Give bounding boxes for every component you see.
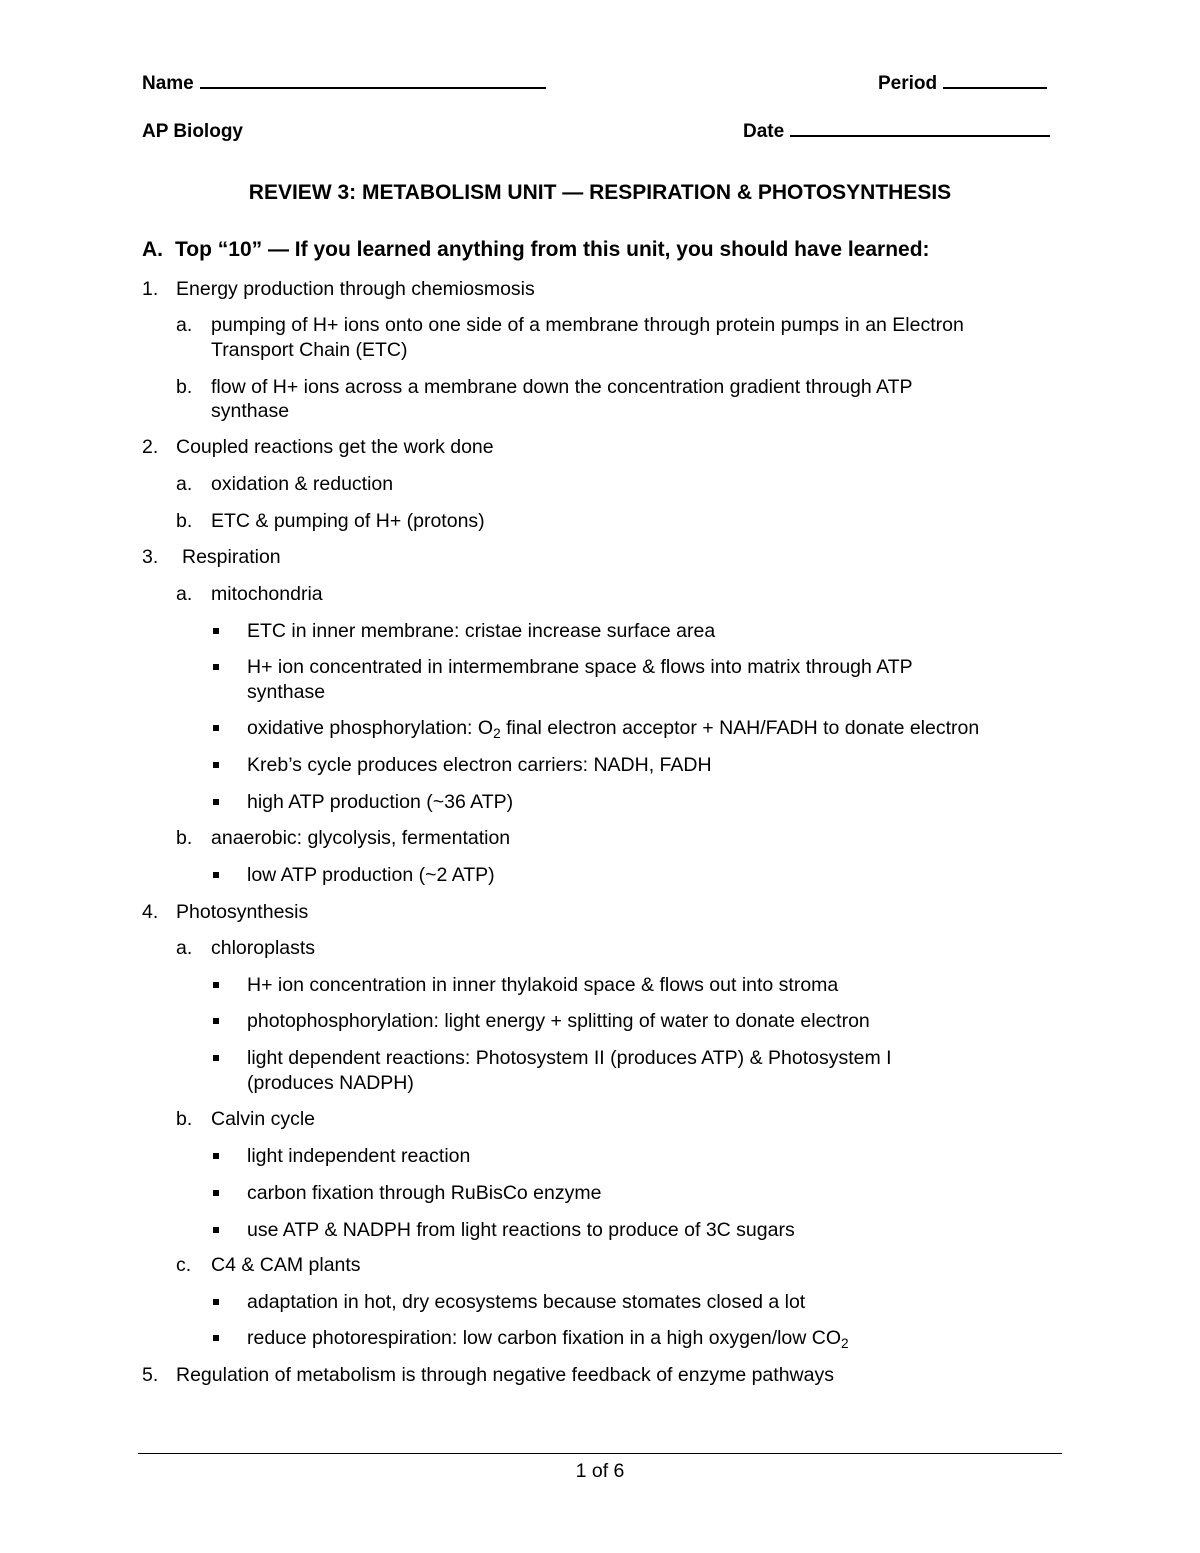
- bullet-icon: [213, 725, 219, 731]
- bullet-icon: [213, 1153, 219, 1159]
- period-label: Period: [878, 73, 938, 94]
- section-heading-text: Top “10” — If you learned anything from this unit, you should have learned:: [175, 238, 930, 261]
- bullet-text: reduce photorespiration: low carbon fixation in a high oxygen/low CO: [247, 1327, 842, 1349]
- item-number: 3.: [142, 546, 159, 568]
- bullet-icon: [213, 1335, 219, 1341]
- bullet-item: photophosphorylation: light energy + splitting of water to donate electron: [247, 1010, 870, 1032]
- bullet-icon: [213, 872, 219, 878]
- period-field[interactable]: [878, 72, 1047, 96]
- sub-item: flow of H+ ions across a membrane down the concentration gradient through ATP: [211, 376, 913, 398]
- section-letter: A.: [142, 238, 163, 261]
- sub-item: chloroplasts: [211, 937, 316, 959]
- sub-item: ETC & pumping of H+ (protons): [211, 510, 485, 532]
- date-field[interactable]: [743, 120, 1050, 144]
- sub-item: C4 & CAM plants: [211, 1254, 361, 1276]
- bullet-icon: [213, 982, 219, 988]
- sub-item: oxidation & reduction: [211, 473, 394, 495]
- sub-item-marker: a.: [176, 937, 193, 959]
- bullet-item-continuation: (produces NADPH): [247, 1072, 414, 1094]
- name-field[interactable]: [142, 72, 546, 96]
- bullet-item: carbon fixation through RuBisCo enzyme: [247, 1182, 602, 1204]
- bullet-icon: [213, 762, 219, 768]
- subscript: 2: [841, 1336, 849, 1351]
- bullet-item: H+ ion concentration in inner thylakoid space & flows out into stroma: [247, 974, 839, 996]
- bullet-icon: [213, 628, 219, 634]
- sub-item: pumping of H+ ions onto one side of a membrane through protein pumps in an Electron: [211, 314, 964, 336]
- subscript: 2: [493, 726, 501, 741]
- list-item: Photosynthesis: [176, 901, 309, 923]
- bullet-item: ETC in inner membrane: cristae increase surface area: [247, 620, 716, 642]
- sub-item: anaerobic: glycolysis, fermentation: [211, 827, 511, 849]
- sub-item-marker: a.: [176, 583, 193, 605]
- sub-item-continuation: Transport Chain (ETC): [211, 339, 408, 361]
- period-blank[interactable]: [943, 73, 1047, 89]
- bullet-item: H+ ion concentrated in intermembrane space & flows into matrix through ATP: [247, 656, 913, 678]
- bullet-icon: [213, 1018, 219, 1024]
- page-number: 1 of 6: [575, 1460, 625, 1482]
- sub-item-continuation: synthase: [211, 400, 290, 422]
- sub-item-marker: a.: [176, 314, 193, 336]
- bullet-icon: [213, 664, 219, 670]
- sub-item-marker: a.: [176, 473, 193, 495]
- bullet-icon: [213, 799, 219, 805]
- bullet-icon: [213, 1055, 219, 1061]
- item-number: 4.: [142, 901, 159, 923]
- name-label: Name: [142, 73, 194, 94]
- name-blank[interactable]: [200, 73, 546, 89]
- sub-item-marker: c.: [176, 1254, 192, 1276]
- bullet-item: Kreb’s cycle produces electron carriers: NADH, FADH: [247, 754, 712, 776]
- section-heading: [142, 237, 930, 263]
- page-title: REVIEW 3: METABOLISM UNIT — RESPIRATION & PHOTOSYNTHESIS: [248, 181, 952, 204]
- sub-item-marker: b.: [176, 1108, 193, 1130]
- bullet-item: use ATP & NADPH from light reactions to produce of 3C sugars: [247, 1219, 795, 1241]
- sub-item-marker: b.: [176, 376, 193, 398]
- item-number: 5.: [142, 1364, 159, 1386]
- bullet-item: high ATP production (~36 ATP): [247, 791, 514, 813]
- bullet-item: [247, 716, 979, 741]
- bullet-icon: [213, 1190, 219, 1196]
- bullet-item: light independent reaction: [247, 1145, 471, 1167]
- bullet-text: oxidative phosphorylation: O: [247, 717, 494, 739]
- list-item: Regulation of metabolism is through negative feedback of enzyme pathways: [176, 1364, 834, 1386]
- sub-item-marker: b.: [176, 827, 193, 849]
- bullet-icon: [213, 1299, 219, 1305]
- footer-divider: [138, 1453, 1062, 1454]
- date-label: Date: [743, 121, 785, 142]
- bullet-item: adaptation in hot, dry ecosystems because stomates closed a lot: [247, 1291, 806, 1313]
- bullet-text: final electron acceptor + NAH/FADH to donate electron: [500, 717, 980, 739]
- bullet-item: low ATP production (~2 ATP): [247, 864, 495, 886]
- course-label: AP Biology: [142, 121, 243, 142]
- bullet-item: light dependent reactions: Photosystem II (produces ATP) & Photosystem I: [247, 1047, 892, 1069]
- bullet-icon: [213, 1227, 219, 1233]
- sub-item-marker: b.: [176, 510, 193, 532]
- item-number: 2.: [142, 436, 159, 458]
- bullet-item: [247, 1326, 849, 1351]
- list-item: Energy production through chemiosmosis: [176, 278, 535, 300]
- item-number: 1.: [142, 278, 159, 300]
- sub-item: Calvin cycle: [211, 1108, 316, 1130]
- sub-item: mitochondria: [211, 583, 323, 605]
- date-blank[interactable]: [790, 121, 1050, 137]
- list-item: Respiration: [182, 546, 281, 568]
- list-item: Coupled reactions get the work done: [176, 436, 494, 458]
- bullet-item-continuation: synthase: [247, 681, 326, 703]
